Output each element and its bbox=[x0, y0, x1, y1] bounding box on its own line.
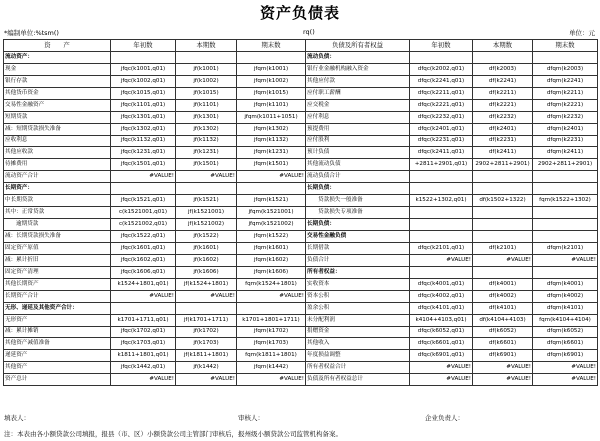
liability-item-label: 其他应付款 bbox=[306, 75, 410, 87]
liability-item-label: 捐赠资金 bbox=[306, 326, 410, 338]
value-cell: df(k4104+4103) bbox=[473, 314, 533, 326]
liability-item-label: 负债合计 bbox=[306, 254, 410, 266]
value-cell: dfqm(k4101) bbox=[533, 302, 598, 314]
value-cell: #VALUE! bbox=[237, 290, 306, 302]
footnote: 注：本表由各小额贷款公司填报，报县（市、区）小额贷款公司主管部门审核后，报州级小额贷款公司监管机构备案。 bbox=[4, 430, 342, 438]
table-row bbox=[4, 123, 598, 135]
value-cell: jfqm(k1302) bbox=[237, 123, 306, 135]
liability-item-label: 流动负债合计 bbox=[306, 171, 410, 183]
liability-item-label: 银行业金融机构融入资金 bbox=[306, 63, 410, 75]
asset-item-label: 银行存款 bbox=[4, 75, 111, 87]
table-row bbox=[4, 99, 598, 111]
value-cell: jfqc(k1521,q01) bbox=[111, 195, 176, 207]
table-row bbox=[4, 278, 598, 290]
asset-item-label: 其他长期资产 bbox=[4, 278, 111, 290]
value-cell: fqm(k4104+4104) bbox=[533, 314, 598, 326]
value-cell: jfqm(k1101) bbox=[237, 99, 306, 111]
value-cell: jfqc(k1606,q01) bbox=[111, 266, 176, 278]
value-cell: c(k1521002,q01) bbox=[111, 219, 176, 231]
value-cell: jf(k1522) bbox=[176, 231, 237, 243]
value-cell: jfqc(k1601,q01) bbox=[111, 242, 176, 254]
value-cell: dfqm(k2101) bbox=[533, 242, 598, 254]
value-cell: #VALUE! bbox=[473, 254, 533, 266]
currency-unit: 单位：元 bbox=[569, 29, 595, 37]
value-cell: jfqc(k1302,q01) bbox=[111, 123, 176, 135]
value-cell bbox=[533, 207, 598, 219]
report-date: rq() bbox=[303, 28, 315, 36]
value-cell bbox=[533, 51, 598, 63]
value-cell: jfqc(k1301,q01) bbox=[111, 111, 176, 123]
value-cell: jf(k1501) bbox=[176, 159, 237, 171]
value-cell: jfqc(k1231,q01) bbox=[111, 147, 176, 159]
table-row bbox=[4, 326, 598, 338]
value-cell: dfqm(k2241) bbox=[533, 75, 598, 87]
table-row bbox=[4, 266, 598, 278]
asset-item-label: 长期资产： bbox=[4, 183, 111, 195]
value-cell: #VALUE! bbox=[533, 362, 598, 374]
table-row bbox=[4, 290, 598, 302]
value-cell bbox=[111, 183, 176, 195]
value-cell: dfqc(k2401,q01) bbox=[410, 123, 473, 135]
liability-item-label: 所有者权益合计 bbox=[306, 362, 410, 374]
report-title: 资产负债表 bbox=[259, 4, 340, 22]
value-cell: jfqc(k1442,q01) bbox=[111, 362, 176, 374]
value-cell: dfqc(k2211,q01) bbox=[410, 87, 473, 99]
value-cell bbox=[176, 183, 237, 195]
table-row bbox=[4, 254, 598, 266]
value-cell: jfqm(k1606) bbox=[237, 266, 306, 278]
value-cell: df(k1502+1322) bbox=[473, 195, 533, 207]
value-cell: #VALUE! bbox=[237, 374, 306, 386]
table-row bbox=[4, 362, 598, 374]
col-header-period: 本期数 bbox=[176, 40, 237, 52]
liability-item-label: 长期负债： bbox=[306, 183, 410, 195]
value-cell: df(k4002) bbox=[473, 290, 533, 302]
col-header-end: 期末数 bbox=[237, 40, 306, 52]
value-cell bbox=[237, 183, 306, 195]
value-cell: jfqm(k1602) bbox=[237, 254, 306, 266]
value-cell: dfqc(k4101,q01) bbox=[410, 302, 473, 314]
value-cell bbox=[111, 51, 176, 63]
asset-item-label: 递延资产 bbox=[4, 350, 111, 362]
table-row bbox=[4, 374, 598, 386]
value-cell: jf(k1001) bbox=[176, 63, 237, 75]
value-cell: df(k2411) bbox=[473, 147, 533, 159]
value-cell: jf(k1442) bbox=[176, 362, 237, 374]
asset-item-label: 应收利息 bbox=[4, 135, 111, 147]
table-row bbox=[4, 111, 598, 123]
asset-item-label: 逾期贷款 bbox=[4, 219, 111, 231]
table-row bbox=[4, 314, 598, 326]
value-cell: #VALUE! bbox=[533, 254, 598, 266]
reporting-unit: *编制单位:%tsm() bbox=[4, 29, 59, 37]
value-cell: jfqm(k1501) bbox=[237, 159, 306, 171]
value-cell: dfqm(k6901) bbox=[533, 350, 598, 362]
header-row bbox=[4, 40, 598, 52]
value-cell bbox=[410, 207, 473, 219]
value-cell bbox=[473, 231, 533, 243]
value-cell: jf(k1101) bbox=[176, 99, 237, 111]
col-header-end-2: 期末数 bbox=[533, 40, 598, 52]
table-row bbox=[4, 135, 598, 147]
value-cell: jfqm(k1132) bbox=[237, 135, 306, 147]
value-cell: dfqm(k2232) bbox=[533, 111, 598, 123]
liability-item-label: 其他流动负债 bbox=[306, 159, 410, 171]
table-row bbox=[4, 63, 598, 75]
value-cell: jfqm(k1522) bbox=[237, 231, 306, 243]
asset-item-label: 交易性金融资产 bbox=[4, 99, 111, 111]
value-cell: dfqc(k6052,q01) bbox=[410, 326, 473, 338]
liability-item-label: 盈余公积 bbox=[306, 302, 410, 314]
value-cell: #VALUE! bbox=[111, 171, 176, 183]
value-cell: jfqm(k1442) bbox=[237, 362, 306, 374]
liability-item-label: 其他收入 bbox=[306, 338, 410, 350]
value-cell bbox=[473, 51, 533, 63]
value-cell: jfqm(k1011+1051) bbox=[237, 111, 306, 123]
table-row bbox=[4, 231, 598, 243]
liability-item-label: 未分配利润 bbox=[306, 314, 410, 326]
asset-item-label: 其他货币资金 bbox=[4, 87, 111, 99]
asset-item-label: 其他应收款 bbox=[4, 147, 111, 159]
value-cell: k1701+1801+1711) bbox=[237, 314, 306, 326]
asset-item-label: 减：累计折旧 bbox=[4, 254, 111, 266]
value-cell: df(k2401) bbox=[473, 123, 533, 135]
value-cell: jf(k1521001) bbox=[176, 207, 237, 219]
value-cell: #VALUE! bbox=[473, 374, 533, 386]
liability-item-label: 长期负债： bbox=[306, 219, 410, 231]
value-cell: jf(k1703) bbox=[176, 338, 237, 350]
value-cell: jfqm(k1521) bbox=[237, 195, 306, 207]
value-cell: dfqm(k4002) bbox=[533, 290, 598, 302]
value-cell bbox=[533, 219, 598, 231]
col-header-assets: 资 产 bbox=[4, 40, 111, 52]
value-cell: k4104+4103,q01) bbox=[410, 314, 473, 326]
table-row bbox=[4, 195, 598, 207]
value-cell bbox=[473, 219, 533, 231]
value-cell: dfqm(k2211) bbox=[533, 87, 598, 99]
value-cell: 2902+2811+2901) bbox=[533, 159, 598, 171]
value-cell: jfqc(k1015,q01) bbox=[111, 87, 176, 99]
asset-item-label: 资产总计 bbox=[4, 374, 111, 386]
value-cell: jfqc(k1501,q01) bbox=[111, 159, 176, 171]
value-cell: df(k2221) bbox=[473, 99, 533, 111]
value-cell: dfqc(k2231,q01) bbox=[410, 135, 473, 147]
value-cell: #VALUE! bbox=[111, 290, 176, 302]
value-cell bbox=[410, 231, 473, 243]
value-cell: k1701+1711,q01) bbox=[111, 314, 176, 326]
liability-item-label: 实收资本 bbox=[306, 278, 410, 290]
value-cell: df(k2231) bbox=[473, 135, 533, 147]
balance-sheet-table bbox=[3, 39, 598, 386]
value-cell: df(k2211) bbox=[473, 87, 533, 99]
value-cell: +2811+2901,q01) bbox=[410, 159, 473, 171]
value-cell: dfqm(k6601) bbox=[533, 338, 598, 350]
value-cell bbox=[410, 51, 473, 63]
liability-item-label: 应交税金 bbox=[306, 99, 410, 111]
value-cell bbox=[237, 51, 306, 63]
liability-item-label: 资本公积 bbox=[306, 290, 410, 302]
value-cell: jfqm(k1601) bbox=[237, 242, 306, 254]
col-header-liabilities: 负债及所有者权益 bbox=[306, 40, 410, 52]
asset-item-label: 无形、递延及其他资产合计： bbox=[4, 302, 111, 314]
value-cell: df(k6052) bbox=[473, 326, 533, 338]
asset-item-label: 减：长期贷款损失准备 bbox=[4, 231, 111, 243]
value-cell: k1811+1801,q01) bbox=[111, 350, 176, 362]
col-header-begin: 年初数 bbox=[111, 40, 176, 52]
value-cell: k1522+1302,q01) bbox=[410, 195, 473, 207]
value-cell: jfqm(k1015) bbox=[237, 87, 306, 99]
value-cell: dfqc(k4002,q01) bbox=[410, 290, 473, 302]
asset-item-label: 现金 bbox=[4, 63, 111, 75]
value-cell: #VALUE! bbox=[176, 290, 237, 302]
col-header-period-2: 本期数 bbox=[473, 40, 533, 52]
value-cell bbox=[473, 207, 533, 219]
value-cell: #VALUE! bbox=[176, 374, 237, 386]
value-cell: dfqm(k2231) bbox=[533, 135, 598, 147]
value-cell: #VALUE! bbox=[410, 362, 473, 374]
value-cell: #VALUE! bbox=[533, 374, 598, 386]
value-cell: fqm(k1522+1302) bbox=[533, 195, 598, 207]
asset-item-label: 流动资产合计 bbox=[4, 171, 111, 183]
table-row bbox=[4, 147, 598, 159]
value-cell bbox=[533, 183, 598, 195]
value-cell bbox=[533, 266, 598, 278]
value-cell: jfqc(k1703,q01) bbox=[111, 338, 176, 350]
value-cell: df(k2232) bbox=[473, 111, 533, 123]
value-cell: jf(k1132) bbox=[176, 135, 237, 147]
value-cell: jf(k1302) bbox=[176, 123, 237, 135]
value-cell: jfqc(k1132,q01) bbox=[111, 135, 176, 147]
liability-item-label: 负债及所有者权益总计 bbox=[306, 374, 410, 386]
value-cell: #VALUE! bbox=[237, 171, 306, 183]
value-cell bbox=[533, 231, 598, 243]
value-cell: dfqm(k2221) bbox=[533, 99, 598, 111]
value-cell: #VALUE! bbox=[410, 374, 473, 386]
value-cell: fqm(k1524+1801) bbox=[237, 278, 306, 290]
value-cell bbox=[473, 171, 533, 183]
liability-item-label: 应付利息 bbox=[306, 111, 410, 123]
owner-label: 企业负责人： bbox=[425, 414, 464, 422]
table-row bbox=[4, 242, 598, 254]
liability-item-label: 应付职工薪酬 bbox=[306, 87, 410, 99]
liability-item-label: 预提费用 bbox=[306, 123, 410, 135]
value-cell: dfqc(k6901,q01) bbox=[410, 350, 473, 362]
value-cell: jfqm(k1001) bbox=[237, 63, 306, 75]
value-cell: jfqc(k1702,q01) bbox=[111, 326, 176, 338]
value-cell: jf(k1811+1801) bbox=[176, 350, 237, 362]
asset-item-label: 其中：正常贷款 bbox=[4, 207, 111, 219]
liability-item-label: 预计负债 bbox=[306, 147, 410, 159]
value-cell: dfqm(k4001) bbox=[533, 278, 598, 290]
value-cell bbox=[237, 302, 306, 314]
value-cell: jf(k1524+1801) bbox=[176, 278, 237, 290]
value-cell: jf(k1521002) bbox=[176, 219, 237, 231]
value-cell: jfqc(k1522,q01) bbox=[111, 231, 176, 243]
value-cell: dfqc(k2241,q01) bbox=[410, 75, 473, 87]
value-cell: dfqc(k4001,q01) bbox=[410, 278, 473, 290]
value-cell: #VALUE! bbox=[473, 362, 533, 374]
value-cell: jf(k1015) bbox=[176, 87, 237, 99]
liability-item-label: 长期借款 bbox=[306, 242, 410, 254]
value-cell bbox=[111, 302, 176, 314]
table-row bbox=[4, 183, 598, 195]
asset-item-label: 其他资产 bbox=[4, 362, 111, 374]
liability-item-label: 贷款损失专项准备 bbox=[306, 207, 410, 219]
value-cell: jfqc(k1001,q01) bbox=[111, 63, 176, 75]
table-row bbox=[4, 75, 598, 87]
value-cell bbox=[410, 183, 473, 195]
asset-item-label: 固定资产清理 bbox=[4, 266, 111, 278]
value-cell: #VALUE! bbox=[111, 374, 176, 386]
value-cell: #VALUE! bbox=[176, 171, 237, 183]
value-cell bbox=[410, 219, 473, 231]
table-row bbox=[4, 302, 598, 314]
value-cell bbox=[176, 51, 237, 63]
table-row bbox=[4, 219, 598, 231]
liability-item-label: 贷款损失一般准备 bbox=[306, 195, 410, 207]
value-cell: df(k4101) bbox=[473, 302, 533, 314]
value-cell: df(k2241) bbox=[473, 75, 533, 87]
value-cell: dfqc(k2221,q01) bbox=[410, 99, 473, 111]
filler-label: 填表人： bbox=[4, 414, 30, 422]
value-cell: dfqc(k2101,q01) bbox=[410, 242, 473, 254]
value-cell: dfqc(k6601,q01) bbox=[410, 338, 473, 350]
value-cell: jf(k1701+1711) bbox=[176, 314, 237, 326]
value-cell: dfqc(k2232,q01) bbox=[410, 111, 473, 123]
table-row bbox=[4, 207, 598, 219]
liability-item-label: 应付股利 bbox=[306, 135, 410, 147]
asset-item-label: 其他资产减值准备 bbox=[4, 338, 111, 350]
value-cell: dfqm(k2003) bbox=[533, 63, 598, 75]
value-cell: jf(k1521) bbox=[176, 195, 237, 207]
value-cell: dfqm(k2401) bbox=[533, 123, 598, 135]
asset-item-label: 短期贷款 bbox=[4, 111, 111, 123]
liability-item-label: 所有者权益： bbox=[306, 266, 410, 278]
value-cell: jf(k1002) bbox=[176, 75, 237, 87]
value-cell bbox=[533, 171, 598, 183]
table-row bbox=[4, 350, 598, 362]
value-cell: jf(k1602) bbox=[176, 254, 237, 266]
value-cell: jfqm(k1702) bbox=[237, 326, 306, 338]
liability-item-label: 年度损益调整 bbox=[306, 350, 410, 362]
value-cell: jfqm(k1002) bbox=[237, 75, 306, 87]
table-row bbox=[4, 87, 598, 99]
value-cell: k1524+1801,q01) bbox=[111, 278, 176, 290]
value-cell: df(k2003) bbox=[473, 63, 533, 75]
value-cell: jf(k1231) bbox=[176, 147, 237, 159]
asset-item-label: 无形资产 bbox=[4, 314, 111, 326]
value-cell: df(k6601) bbox=[473, 338, 533, 350]
value-cell: jfqm(k1231) bbox=[237, 147, 306, 159]
asset-item-label: 中长期贷款 bbox=[4, 195, 111, 207]
value-cell: jfqm(k1521001) bbox=[237, 207, 306, 219]
table-row bbox=[4, 51, 598, 63]
asset-item-label: 固定资产原值 bbox=[4, 242, 111, 254]
value-cell bbox=[410, 266, 473, 278]
value-cell bbox=[176, 302, 237, 314]
asset-item-label: 减：短期贷款损失准备 bbox=[4, 123, 111, 135]
value-cell: dfqm(k2411) bbox=[533, 147, 598, 159]
value-cell: dfqc(k2411,q01) bbox=[410, 147, 473, 159]
value-cell: #VALUE! bbox=[410, 254, 473, 266]
asset-item-label: 减：累计摊销 bbox=[4, 326, 111, 338]
col-header-begin-2: 年初数 bbox=[410, 40, 473, 52]
value-cell: c(k1521001,q01) bbox=[111, 207, 176, 219]
asset-item-label: 流动资产： bbox=[4, 51, 111, 63]
value-cell: 2902+2811+2901) bbox=[473, 159, 533, 171]
value-cell: dfqc(k2002,q01) bbox=[410, 63, 473, 75]
table-row bbox=[4, 338, 598, 350]
value-cell bbox=[473, 266, 533, 278]
value-cell: jfqc(k1002,q01) bbox=[111, 75, 176, 87]
value-cell: jfqc(k1602,q01) bbox=[111, 254, 176, 266]
value-cell: dfqm(k6052) bbox=[533, 326, 598, 338]
liability-item-label: 流动负债： bbox=[306, 51, 410, 63]
value-cell: fqm(k1811+1801) bbox=[237, 350, 306, 362]
value-cell: jfqc(k1101,q01) bbox=[111, 99, 176, 111]
liability-item-label: 交易性金融负债 bbox=[306, 231, 410, 243]
value-cell: df(k2101) bbox=[473, 242, 533, 254]
table-row bbox=[4, 171, 598, 183]
value-cell: df(k4001) bbox=[473, 278, 533, 290]
value-cell: jfqm(k1521002) bbox=[237, 219, 306, 231]
value-cell: jf(k1301) bbox=[176, 111, 237, 123]
value-cell: jf(k1702) bbox=[176, 326, 237, 338]
asset-item-label: 待摊费用 bbox=[4, 159, 111, 171]
table-row bbox=[4, 159, 598, 171]
value-cell bbox=[473, 183, 533, 195]
value-cell: jf(k1601) bbox=[176, 242, 237, 254]
value-cell: jfqm(k1703) bbox=[237, 338, 306, 350]
asset-item-label: 长期资产合计 bbox=[4, 290, 111, 302]
value-cell: df(k6901) bbox=[473, 350, 533, 362]
value-cell bbox=[410, 171, 473, 183]
value-cell: jf(k1606) bbox=[176, 266, 237, 278]
reviewer-label: 审核人： bbox=[238, 414, 264, 422]
